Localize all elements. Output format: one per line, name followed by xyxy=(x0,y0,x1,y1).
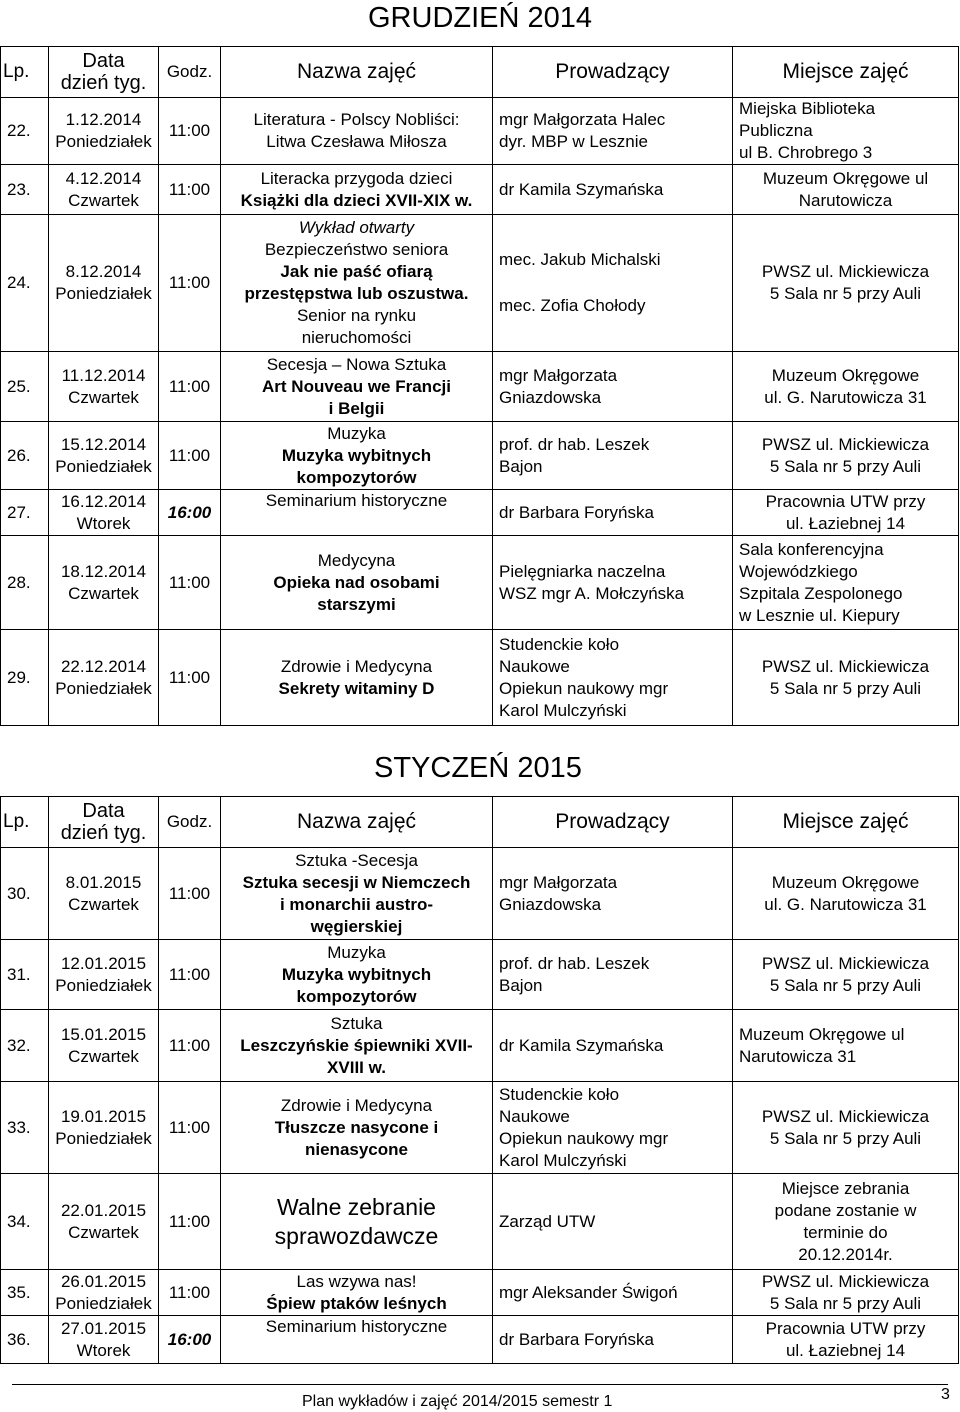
row-place: PWSZ ul. Mickiewicza 5 Sala nr 5 przy Auli xyxy=(733,940,959,1010)
row-title: Medycyna Opieka nad osobami starszymi xyxy=(221,536,493,630)
row-lp: 35. xyxy=(1,1270,49,1316)
header-lp: Lp. xyxy=(1,797,49,848)
row-place: Muzeum Okręgowe ul. G. Narutowicza 31 xyxy=(733,352,959,422)
header-date: Data dzień tyg. xyxy=(49,797,159,848)
row-place: PWSZ ul. Mickiewicza 5 Sala nr 5 przy Auli xyxy=(733,422,959,490)
row-lead: dr Barbara Foryńska xyxy=(493,1316,733,1364)
table-row xyxy=(1,490,959,536)
row-place: Muzeum Okręgowe ul Narutowicza 31 xyxy=(733,1010,959,1082)
row-lp: 33. xyxy=(1,1082,49,1174)
table-row xyxy=(1,1174,959,1270)
table-row xyxy=(1,940,959,1010)
row-lead: Studenckie koło Naukowe Opiekun naukowy mgr Karol Mulczyński xyxy=(493,630,733,726)
row-title: Seminarium historyczne xyxy=(221,490,493,536)
row-lead: mgr Małgorzata Halec dyr. MBP w Lesznie xyxy=(493,98,733,165)
table-row xyxy=(1,848,959,940)
row-time: 11:00 xyxy=(159,1010,221,1082)
row-date: 15.01.2015 Czwartek xyxy=(49,1010,159,1082)
row-lp: 30. xyxy=(1,848,49,940)
row-lead: dr Kamila Szymańska xyxy=(493,1010,733,1082)
table-header-row xyxy=(1,797,959,848)
table-row xyxy=(1,536,959,630)
row-place: Miejska Biblioteka Publiczna ul B. Chrobrego 3 xyxy=(733,98,959,165)
row-time: 11:00 xyxy=(159,215,221,352)
row-time: 16:00 xyxy=(159,490,221,536)
row-lead: Pielęgniarka naczelna WSZ mgr A. Mołczyńska xyxy=(493,536,733,630)
table-row xyxy=(1,215,959,352)
row-lead: Studenckie koło Naukowe Opiekun naukowy mgr Karol Mulczyński xyxy=(493,1082,733,1174)
table-row xyxy=(1,165,959,215)
row-place: Sala konferencyjna Wojewódzkiego Szpitala Zespolonego w Lesznie ul. Kiepury xyxy=(733,536,959,630)
row-lp: 36. xyxy=(1,1316,49,1364)
header-place: Miejsce zajęć xyxy=(733,797,959,848)
row-place: PWSZ ul. Mickiewicza 5 Sala nr 5 przy Auli xyxy=(733,1082,959,1174)
row-title: Walne zebranie sprawozdawcze xyxy=(221,1174,493,1270)
row-lead: mec. Jakub Michalski mec. Zofia Chołody xyxy=(493,215,733,352)
row-time: 11:00 xyxy=(159,98,221,165)
row-lead: dr Kamila Szymańska xyxy=(493,165,733,215)
row-title: Las wzywa nas! Śpiew ptaków leśnych xyxy=(221,1270,493,1316)
row-time: 11:00 xyxy=(159,352,221,422)
row-date: 22.01.2015 Czwartek xyxy=(49,1174,159,1270)
header-lead: Prowadzący xyxy=(493,797,733,848)
row-lp: 26. xyxy=(1,422,49,490)
row-time: 11:00 xyxy=(159,536,221,630)
table-row xyxy=(1,352,959,422)
row-lp: 23. xyxy=(1,165,49,215)
footer xyxy=(12,1384,948,1410)
row-time: 11:00 xyxy=(159,940,221,1010)
row-date: 1.12.2014 Poniedziałek xyxy=(49,98,159,165)
row-lead: dr Barbara Foryńska xyxy=(493,490,733,536)
row-date: 4.12.2014 Czwartek xyxy=(49,165,159,215)
row-lead: mgr Małgorzata Gniazdowska xyxy=(493,848,733,940)
row-lp: 31. xyxy=(1,940,49,1010)
table-row xyxy=(1,422,959,490)
table-row xyxy=(1,98,959,165)
header-lp: Lp. xyxy=(1,47,49,98)
header-time: Godz. xyxy=(159,797,221,848)
row-date: 19.01.2015 Poniedziałek xyxy=(49,1082,159,1174)
row-time: 11:00 xyxy=(159,422,221,490)
row-date: 27.01.2015 Wtorek xyxy=(49,1316,159,1364)
schedule-table-december xyxy=(0,46,959,726)
row-lp: 28. xyxy=(1,536,49,630)
row-date: 18.12.2014 Czwartek xyxy=(49,536,159,630)
row-lp: 22. xyxy=(1,98,49,165)
row-place: Muzeum Okręgowe ul Narutowicza xyxy=(733,165,959,215)
row-title: Literacka przygoda dzieci Książki dla dzieci XVII-XIX w. xyxy=(221,165,493,215)
row-title: Secesja – Nowa Sztuka Art Nouveau we Francji i Belgii xyxy=(221,352,493,422)
row-title: Zdrowie i Medycyna Tłuszcze nasycone i nienasycone xyxy=(221,1082,493,1174)
table-row xyxy=(1,630,959,726)
row-lead: prof. dr hab. Leszek Bajon xyxy=(493,940,733,1010)
row-place: Pracownia UTW przy ul. Łaziebnej 14 xyxy=(733,490,959,536)
row-date: 11.12.2014 Czwartek xyxy=(49,352,159,422)
row-time: 11:00 xyxy=(159,1174,221,1270)
header-name: Nazwa zajęć xyxy=(221,47,493,98)
header-date: Data dzień tyg. xyxy=(49,47,159,98)
table-row xyxy=(1,1010,959,1082)
row-lp: 34. xyxy=(1,1174,49,1270)
row-place: Muzeum Okręgowe ul. G. Narutowicza 31 xyxy=(733,848,959,940)
page-number: 3 xyxy=(941,1386,950,1403)
row-date: 8.01.2015 Czwartek xyxy=(49,848,159,940)
row-time: 11:00 xyxy=(159,630,221,726)
row-date: 16.12.2014 Wtorek xyxy=(49,490,159,536)
row-title: Literatura - Polscy Nobliści: Litwa Czesława Miłosza xyxy=(221,98,493,165)
table-row xyxy=(1,1082,959,1174)
row-title: Muzyka Muzyka wybitnych kompozytorów xyxy=(221,422,493,490)
row-title: Zdrowie i Medycyna Sekrety witaminy D xyxy=(221,630,493,726)
row-place: Miejsce zebrania podane zostanie w terminie do 20.12.2014r. xyxy=(733,1174,959,1270)
header-name: Nazwa zajęć xyxy=(221,797,493,848)
row-lp: 32. xyxy=(1,1010,49,1082)
row-time: 16:00 xyxy=(159,1316,221,1364)
row-lp: 25. xyxy=(1,352,49,422)
row-title: Muzyka Muzyka wybitnych kompozytorów xyxy=(221,940,493,1010)
row-time: 11:00 xyxy=(159,1082,221,1174)
row-date: 26.01.2015 Poniedziałek xyxy=(49,1270,159,1316)
row-place: PWSZ ul. Mickiewicza 5 Sala nr 5 przy Auli xyxy=(733,1270,959,1316)
row-date: 8.12.2014 Poniedziałek xyxy=(49,215,159,352)
header-lead: Prowadzący xyxy=(493,47,733,98)
row-time: 11:00 xyxy=(159,165,221,215)
row-lp: 24. xyxy=(1,215,49,352)
row-title: Seminarium historyczne xyxy=(221,1316,493,1364)
row-title: Sztuka -Secesja Sztuka secesji w Niemczech i monarchii austro- węgierskiej xyxy=(221,848,493,940)
row-place: PWSZ ul. Mickiewicza 5 Sala nr 5 przy Auli xyxy=(733,215,959,352)
row-date: 15.12.2014 Poniedziałek xyxy=(49,422,159,490)
row-lead: mgr Aleksander Świgoń xyxy=(493,1270,733,1316)
schedule-table-january xyxy=(0,796,959,1364)
row-lp: 29. xyxy=(1,630,49,726)
footer-text: Plan wykładów i zajęć 2014/2015 semestr 1 xyxy=(302,1393,613,1410)
row-title: Sztuka Leszczyńskie śpiewniki XVII- XVIII w. xyxy=(221,1010,493,1082)
row-time: 11:00 xyxy=(159,848,221,940)
header-time: Godz. xyxy=(159,47,221,98)
header-place: Miejsce zajęć xyxy=(733,47,959,98)
row-lead: mgr Małgorzata Gniazdowska xyxy=(493,352,733,422)
row-time: 11:00 xyxy=(159,1270,221,1316)
row-place: PWSZ ul. Mickiewicza 5 Sala nr 5 przy Auli xyxy=(733,630,959,726)
row-date: 12.01.2015 Poniedziałek xyxy=(49,940,159,1010)
row-place: Pracownia UTW przy ul. Łaziebnej 14 xyxy=(733,1316,959,1364)
row-title: Wykład otwarty Bezpieczeństwo seniora Jak nie paść ofiarą przestępstwa lub oszustwa. Senior na rynku nieruchomości xyxy=(221,215,493,352)
row-lead: Zarząd UTW xyxy=(493,1174,733,1270)
row-lp: 27. xyxy=(1,490,49,536)
table-row xyxy=(1,1270,959,1316)
table-row xyxy=(1,1316,959,1364)
table-header-row xyxy=(1,47,959,98)
row-date: 22.12.2014 Poniedziałek xyxy=(49,630,159,726)
row-lead: prof. dr hab. Leszek Bajon xyxy=(493,422,733,490)
